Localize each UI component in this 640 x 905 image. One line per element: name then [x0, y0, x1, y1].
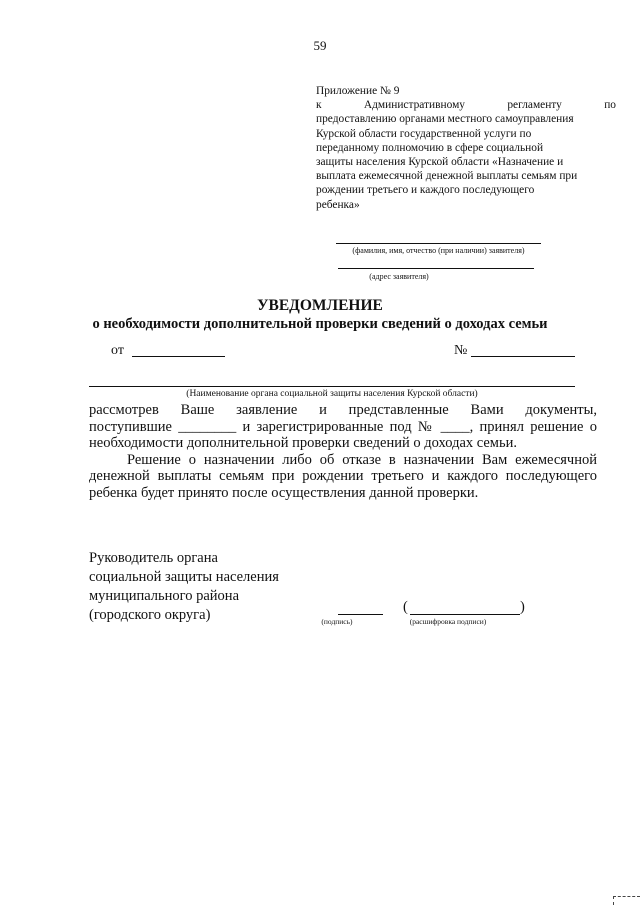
corner-mark: [613, 896, 640, 905]
signer-line: Руководитель органа: [89, 550, 218, 566]
notice-title: УВЕДОМЛЕНИЕ: [257, 297, 383, 314]
authority-caption: (Наименование органа социальной защиты населения Курской области): [186, 389, 478, 399]
appendix-line: ребенка»: [316, 198, 360, 211]
applicant-address-line: [338, 268, 534, 269]
body-line: поступившие ________ и зарегистрированные под № ____, принял решение о: [89, 418, 597, 435]
applicant-address-caption: (адрес заявителя): [369, 272, 429, 281]
signature-line: [338, 614, 383, 615]
signer-line: муниципального района: [89, 588, 239, 604]
appendix-line: к Административному регламенту по: [316, 99, 616, 112]
appendix-line: Курской области государственной услуги по: [316, 127, 532, 140]
decoding-line: [410, 614, 520, 615]
decoding-open-paren: (: [403, 599, 408, 615]
body-text: [89, 402, 597, 502]
signer-line: социальной защиты населения: [89, 569, 279, 585]
authority-line: [89, 386, 575, 387]
appendix-line: выплата ежемесячной денежной выплаты семьям при: [316, 170, 578, 183]
applicant-name-caption: (фамилия, имя, отчество (при наличии) заявителя): [352, 246, 525, 255]
body-line: рассмотрев Ваше заявление и представленные Вами документы,: [89, 402, 597, 418]
appendix-line: переданному полномочию в сфере социальной: [316, 141, 544, 154]
body-line: необходимости дополнительной проверки сведений о доходах семьи.: [89, 435, 517, 452]
date-line: [132, 356, 225, 357]
number-label: №: [454, 343, 468, 358]
number-line: [471, 356, 575, 357]
appendix-title: Приложение № 9: [316, 85, 400, 97]
decoding-close-paren: ): [520, 599, 525, 615]
date-label: от: [111, 343, 124, 358]
appendix-block: [316, 84, 616, 212]
appendix-line: предоставлению органами местного самоуправления: [316, 113, 574, 126]
applicant-name-line: [336, 243, 541, 244]
body-paragraph: Решение о назначении либо об отказе в назначении Вам ежемесячной денежной выплаты семьям при рождении третьего и каждого последующего ребенка будет принято после осуществления данной проверки.: [89, 451, 597, 501]
signature-caption: (подпись): [321, 617, 353, 626]
appendix-line: защиты населения Курской области «Назначение и: [316, 156, 564, 169]
decoding-caption: (расшифровка подписи): [409, 617, 487, 626]
page-number: 59: [313, 38, 327, 53]
appendix-line: рождении третьего и каждого последующего: [316, 184, 535, 197]
notice-subtitle: о необходимости дополнительной проверки сведений о доходах семьи: [92, 316, 548, 332]
signer-line: (городского округа): [89, 607, 211, 623]
signer-block: [89, 549, 279, 625]
